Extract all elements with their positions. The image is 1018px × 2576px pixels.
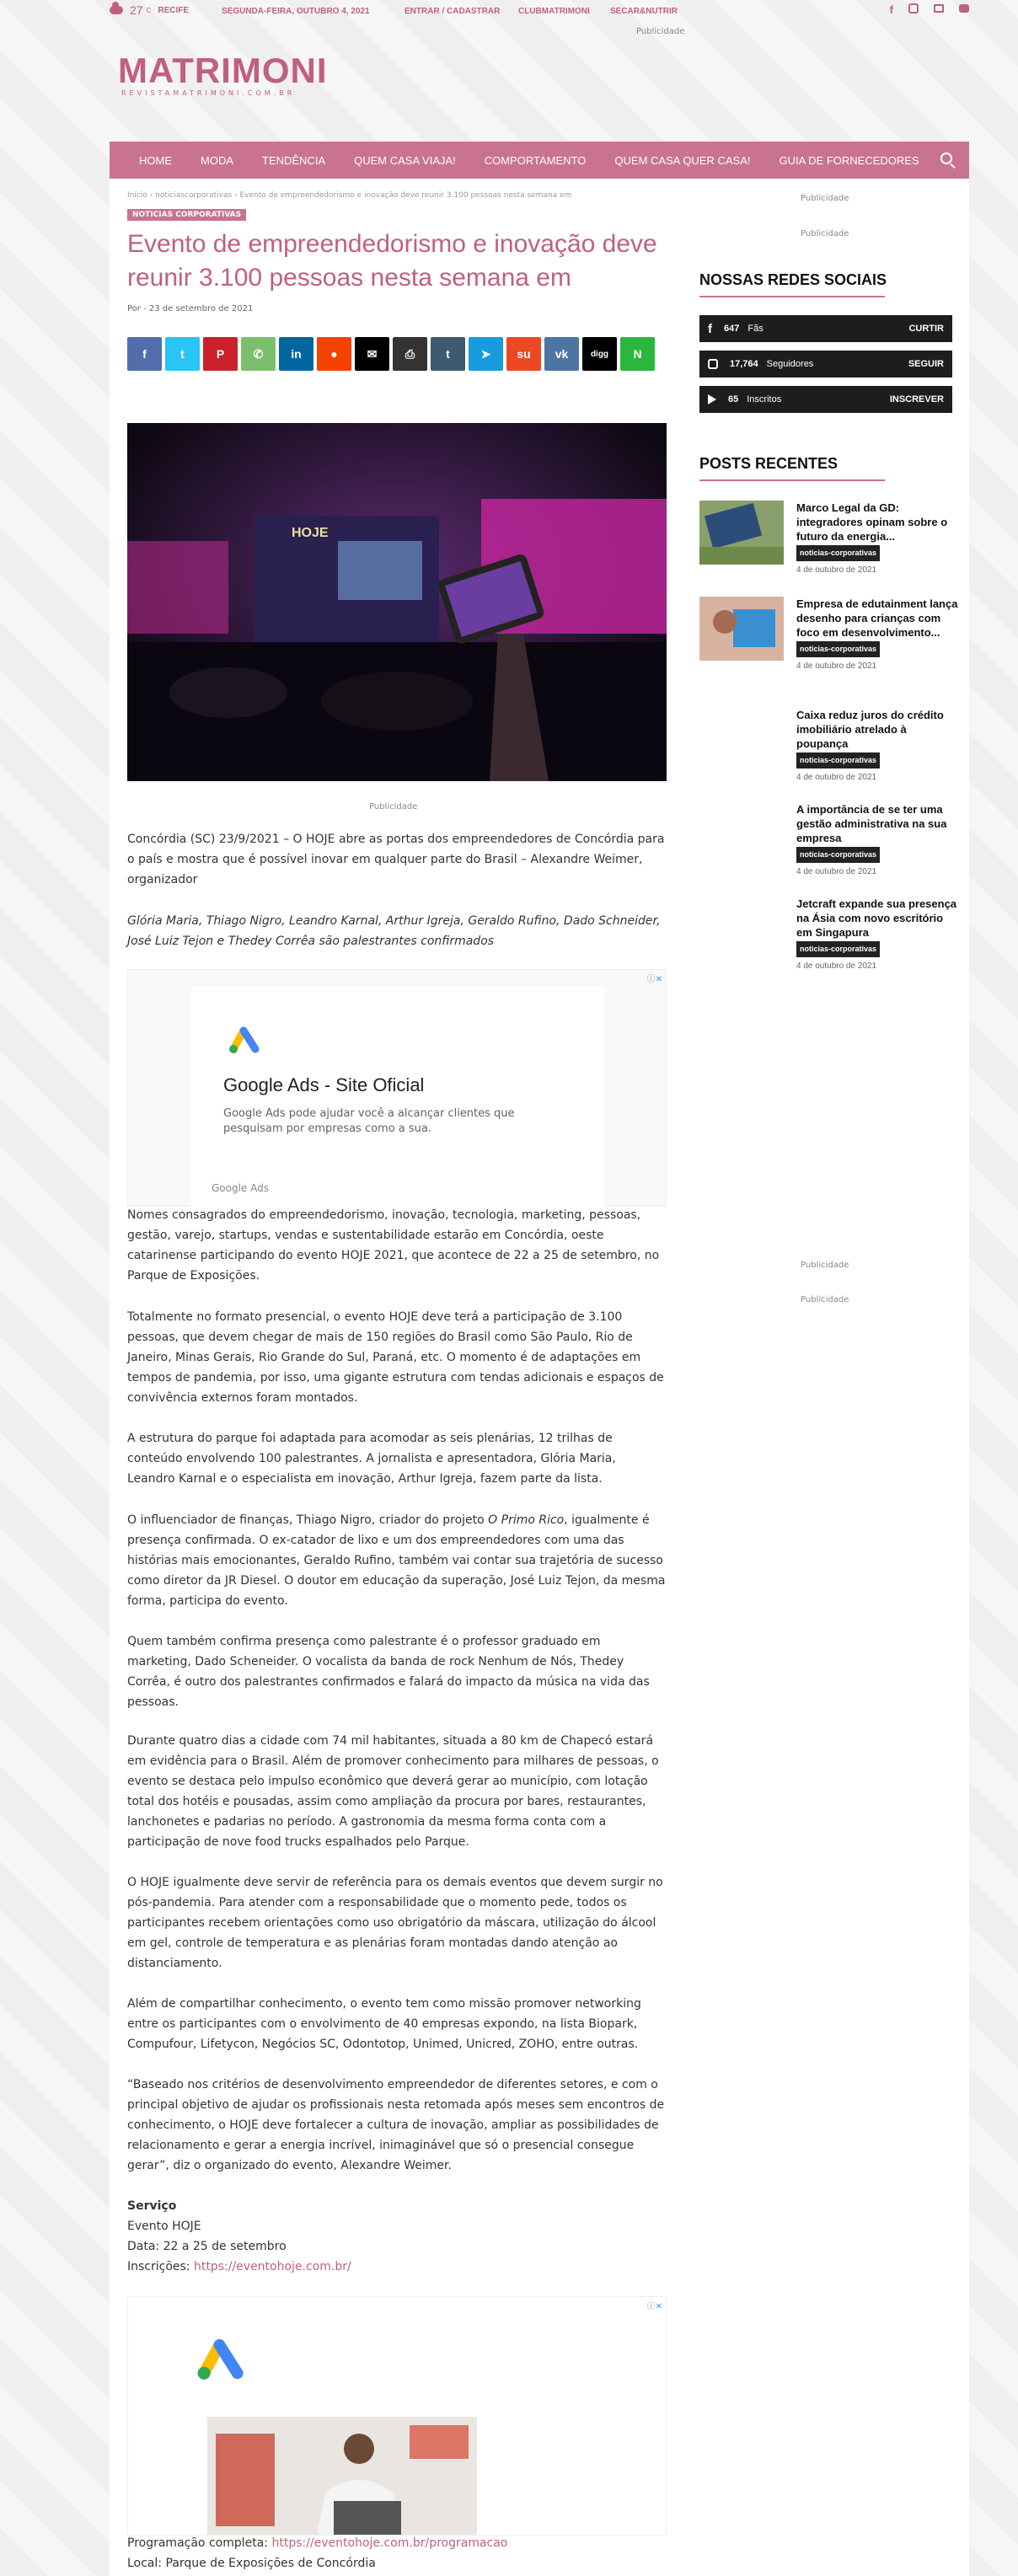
article-subhead: [127, 911, 667, 951]
service-section: [127, 2196, 667, 2277]
program-link[interactable]: https://eventohoje.com.br/programacao: [271, 2536, 508, 2550]
mail-icon[interactable]: [934, 4, 944, 13]
share-twitter-button[interactable]: t: [165, 337, 200, 371]
logo-tagline: REVISTAMATRIMONI.COM.BR: [121, 89, 296, 97]
post-category[interactable]: noticias-corporativas: [796, 641, 880, 657]
ad-title[interactable]: Google Ads - Site Oficial: [223, 1074, 425, 1095]
paragraph-part: O influenciador de finanças, Thiago Nigro, criador do projeto: [127, 1513, 489, 1527]
share-pinterest-button[interactable]: P: [203, 337, 238, 371]
post-date: 4 de outubro de 2021: [796, 773, 877, 782]
google-ads-logo-icon: [194, 2329, 253, 2381]
share-buttons: [127, 337, 655, 371]
cloud-icon: [110, 6, 123, 14]
share-stumbleupon-button[interactable]: su: [506, 337, 541, 371]
top-bar: [110, 0, 969, 24]
ad-card: [191, 987, 604, 1208]
ad-source: Google Ads: [212, 1182, 269, 1194]
article-paragraph: O HOJE igualmente deve servir de referência para os demais eventos que devem surgir no pós-pandemia. Para atender com a responsabilidade que o momento pede, todos os participantes recebem orientações como uso obrigatório da máscara, utilização do álcool em gel, controle de temperatura e as plenárias foram montadas dando atenção ao distanciamento.: [127, 1876, 663, 1970]
share-linkedin-button[interactable]: in: [279, 337, 313, 371]
article-paragraph: “Baseado nos critérios de desenvolvimento empreendedor de diferentes setores, e com o principal objetivo de ajudar os profissionais nesta retomada após meses sem encontros de conhecimento, o HOJE deve fortalecer a cultura de inovação, ampliar as possibilidades de relacionamento e gerar a energia incrível, inimaginável que só o presencial consegue gerar”, diz o organizado do evento, Alexandre Weimer.: [127, 2078, 665, 2172]
nav-moda[interactable]: MODA: [201, 153, 233, 167]
share-print-button[interactable]: ⎙: [393, 337, 427, 371]
byline: Por -: [127, 304, 147, 313]
post-title[interactable]: Caixa reduz juros do crédito imobiliário atrelado à poupança: [796, 709, 944, 750]
category-badge[interactable]: NOTICIAS CORPORATIVAS: [127, 209, 246, 221]
share-facebook-button[interactable]: f: [127, 337, 162, 371]
program-section: [127, 2533, 667, 2573]
sidebar-ad-label: Publicidade: [801, 1261, 849, 1270]
post-title[interactable]: Empresa de edutainment lança desenho para crianças com foco em desenvolvimento...: [796, 597, 958, 639]
counter-number: 65: [728, 394, 739, 404]
article-lead: Concórdia (SC) 23/9/2021 – O HOJE abre as portas dos empreendedores de Concórdia para o país e mostra que é possível inovar em qualquer parte do Brasil – Alexandre Weimer, organizador: [127, 833, 665, 886]
post-date: 4 de outubro de 2021: [796, 661, 877, 671]
counter-label: Fãs: [747, 324, 764, 334]
site-logo[interactable]: [118, 52, 337, 103]
ad-photo-woman-laptop: [207, 2417, 477, 2535]
weather-city: RECIFE: [158, 5, 190, 15]
post-date: 4 de outubro de 2021: [796, 961, 877, 971]
counter-label: Inscritos: [747, 394, 782, 404]
youtube-icon[interactable]: [959, 4, 969, 13]
registration-link[interactable]: https://eventohoje.com.br/: [193, 2260, 351, 2273]
registration-label: Inscrições:: [127, 2260, 194, 2273]
nav-home[interactable]: HOME: [139, 153, 172, 167]
instagram-icon: [708, 359, 718, 369]
post-category[interactable]: noticias-corporativas: [796, 847, 880, 863]
article-date: 23 de setembro de 2021: [148, 304, 254, 313]
post-thumbnail[interactable]: [699, 501, 784, 565]
search-icon[interactable]: [940, 153, 952, 164]
social-widget-title: NOSSAS REDES SOCIAIS: [699, 271, 887, 288]
article-paragraph: A estrutura do parque foi adaptada para acomodar as seis plenárias, 12 trilhas de conteúdo envolvendo 100 palestrantes. A jornalista e apresentadora, Glória Maria, Leandro Karnal e o especialista em inovação, Arthur Igreja, fazem parte da lista.: [127, 1432, 616, 1486]
program-label: Programação completa:: [127, 2536, 272, 2550]
counter-number: 647: [724, 324, 740, 334]
login-link[interactable]: ENTRAR / CADASTRAR: [405, 7, 501, 16]
like-button[interactable]: CURTIR: [908, 324, 944, 334]
ad-close-icon[interactable]: ⓘ✕: [646, 2302, 662, 2311]
article-photo: [127, 423, 667, 781]
share-telegram-button[interactable]: ➤: [469, 337, 503, 371]
share-vk-button[interactable]: vk: [544, 337, 579, 371]
social-icons: [890, 3, 969, 16]
sidebar-ad-label: Publicidade: [801, 229, 849, 238]
primo-rico-title: O Primo Rico: [488, 1513, 565, 1527]
service-registration: [127, 2257, 667, 2277]
breadcrumb[interactable]: Início › noticiascorporativas › Evento de empreendedorismo e inovação deve reunir 3.100 pessoas nesta semana em: [127, 191, 572, 200]
service-title: Serviço: [127, 2199, 177, 2213]
post-category[interactable]: noticias-corporativas: [796, 545, 880, 561]
share-reddit-button[interactable]: ●: [317, 337, 351, 371]
top-ad-label: Publicidade: [636, 27, 685, 36]
event-stage-image: [127, 423, 667, 781]
instagram-icon[interactable]: [908, 3, 919, 13]
nav-quem-casa-viaja[interactable]: QUEM CASA VIAJA!: [354, 153, 456, 167]
weather-widget: [110, 3, 189, 17]
play-icon: [708, 394, 716, 404]
google-ads-logo-icon: [227, 1020, 265, 1054]
share-tumblr-button[interactable]: t: [431, 337, 465, 371]
post-category[interactable]: noticias-corporativas: [796, 752, 880, 769]
ad-description: Google Ads pode ajudar você a alcançar clientes que pesquisam por empresas como a sua.: [223, 1107, 515, 1135]
mid-ad-label: Publicidade: [369, 802, 418, 811]
temperature: 27: [130, 3, 143, 17]
facebook-icon[interactable]: f: [889, 3, 893, 16]
post-category[interactable]: noticias-corporativas: [796, 941, 880, 957]
counter-label: Seguidores: [766, 359, 814, 369]
logo-name: MATRIMONI: [118, 51, 328, 90]
article-paragraph: [127, 1510, 667, 1611]
sidebar-ad-label: Publicidade: [801, 194, 849, 203]
google-ad-2[interactable]: [127, 2296, 667, 2536]
main-nav: [110, 142, 969, 179]
paragraph-part: , igualmente é presença confirmada. O ex-catador de lixo e um dos empreendedores com uma das histórias mais emocionantes, Geraldo Rufino, também vai contar sua trajetória de sucesso como diretor da JR Diesel. O doutor em educação da superação, José Luiz Tejon, da mesma forma, participa do evento.: [127, 1513, 666, 1608]
article-paragraph: Nomes consagrados do empreendedorismo, inovação, tecnologia, marketing, pessoas, gestão, varejo, startups, vendas e sustentabilidade estarão em Concórdia, oeste catarinense participando do evento HOJE 2021, que acontece de 22 a 25 de setembro, no Parque de Exposições.: [127, 1208, 660, 1283]
share-email-button[interactable]: ✉: [355, 337, 389, 371]
clubmatrimoni-link[interactable]: CLUBMATRIMONI: [518, 7, 590, 16]
share-whatsapp-button[interactable]: ✆: [241, 337, 276, 371]
article-meta: [127, 304, 253, 313]
service-event: Evento HOJE: [127, 2220, 201, 2233]
instagram-counter[interactable]: [699, 351, 952, 378]
nav-quem-casa-quer-casa[interactable]: QUEM CASA QUER CASA!: [614, 153, 751, 167]
secar-nutrir-link[interactable]: SECAR&NUTRIR: [610, 7, 678, 16]
article-paragraph: Além de compartilhar conhecimento, o evento tem como missão promover networking entre os participantes com o envolvimento de 40 empresas expondo, na lista Biopark, Compufour, Lifetycon, Negócios SC, Odontotop, Unimed, Unicred, ZOHO, entre outras.: [127, 1997, 641, 2051]
program-line: [127, 2533, 667, 2553]
post-thumbnail[interactable]: [699, 597, 784, 661]
recent-posts-title: POSTS RECENTES: [699, 455, 839, 472]
article-subhead-text: Glória Maria, Thiago Nigro, Leandro Karnal, Arthur Igreja, Geraldo Rufino, Dado Schneider, José Luiz Tejon e Thedey Corrêa são palestrantes confirmados: [127, 914, 661, 948]
nav-guia-fornecedores[interactable]: GUIA DE FORNECEDORES: [779, 153, 919, 167]
post-date: 4 de outubro de 2021: [796, 867, 877, 876]
event-location: Local: Parque de Exposições de Concórdia: [127, 2557, 376, 2570]
share-naver-button[interactable]: N: [620, 337, 655, 371]
post-title[interactable]: A importância de se ter uma gestão administrativa na sua empresa: [796, 803, 947, 844]
article-paragraph: Quem também confirma presença como palestrante é o professor graduado em marketing, Dado Scheneider. O vocalista da banda de rock Nenhum de Nós, Thedey Corrêa, é outro dos palestrantes confirmados e falará do impacto da música na vida das pessoas.: [127, 1635, 650, 1709]
facebook-icon: f: [708, 321, 712, 336]
nav-tendencia[interactable]: TENDÊNCIA: [262, 153, 326, 167]
youtube-counter[interactable]: [699, 386, 952, 413]
current-date: SEGUNDA-FEIRA, OUTUBRO 4, 2021: [222, 7, 370, 16]
google-ad-1[interactable]: [127, 969, 667, 1207]
svg-text:HOJE: HOJE: [292, 526, 329, 540]
post-date: 4 de outubro de 2021: [796, 565, 877, 575]
nav-comportamento[interactable]: COMPORTAMENTO: [484, 153, 587, 167]
page-title: Evento de empreendedorismo e inovação deve reunir 3.100 pessoas nesta semana em: [127, 230, 657, 292]
article-paragraph: Totalmente no formato presencial, o evento HOJE deve terá a participação de 3.100 pessoas, que devem chegar de mais de 150 regiões do Brasil como São Paulo, Rio de Janeiro, Minas Gerais, Rio Grande do Sul, Paraná, etc. O momento é de adaptações em tempos de pandemia, por isso, uma gigante estrutura com tendas adicionais e espaços de convivência externos foram montados.: [127, 1310, 664, 1405]
facebook-counter[interactable]: [699, 315, 952, 342]
post-title[interactable]: Marco Legal da GD: integradores opinam sobre o futuro da energia...: [796, 501, 948, 543]
post-title[interactable]: Jetcraft expande sua presença na Ásia com novo escritório em Singapura: [796, 897, 957, 939]
counter-number: 17,764: [730, 359, 758, 369]
sidebar-ad-label: Publicidade: [801, 1295, 849, 1304]
ad-close-icon[interactable]: ⓘ✕: [646, 975, 662, 984]
share-digg-button[interactable]: digg: [582, 337, 617, 371]
service-date: Data: 22 a 25 de setembro: [127, 2240, 287, 2253]
article-paragraph: Durante quatro dias a cidade com 74 mil habitantes, situada a 80 km de Chapecó estará em evidência para o Brasil. Além de promover conhecimento para milhares de pessoas, o evento se destaca pelo impulso econômico que deverá gerar ao município, com lotação total dos hotéis e pousadas, assim como ampliação da procura por bares, restaurantes, lanchonetes e padarias no período. A gastronomia da mesma forma conta com a participação de nove food trucks espalhados pelo Parque.: [127, 1734, 659, 1849]
subscribe-button[interactable]: INSCREVER: [889, 394, 944, 404]
follow-button[interactable]: SEGUIR: [908, 359, 944, 369]
temp-unit: C: [146, 6, 152, 14]
